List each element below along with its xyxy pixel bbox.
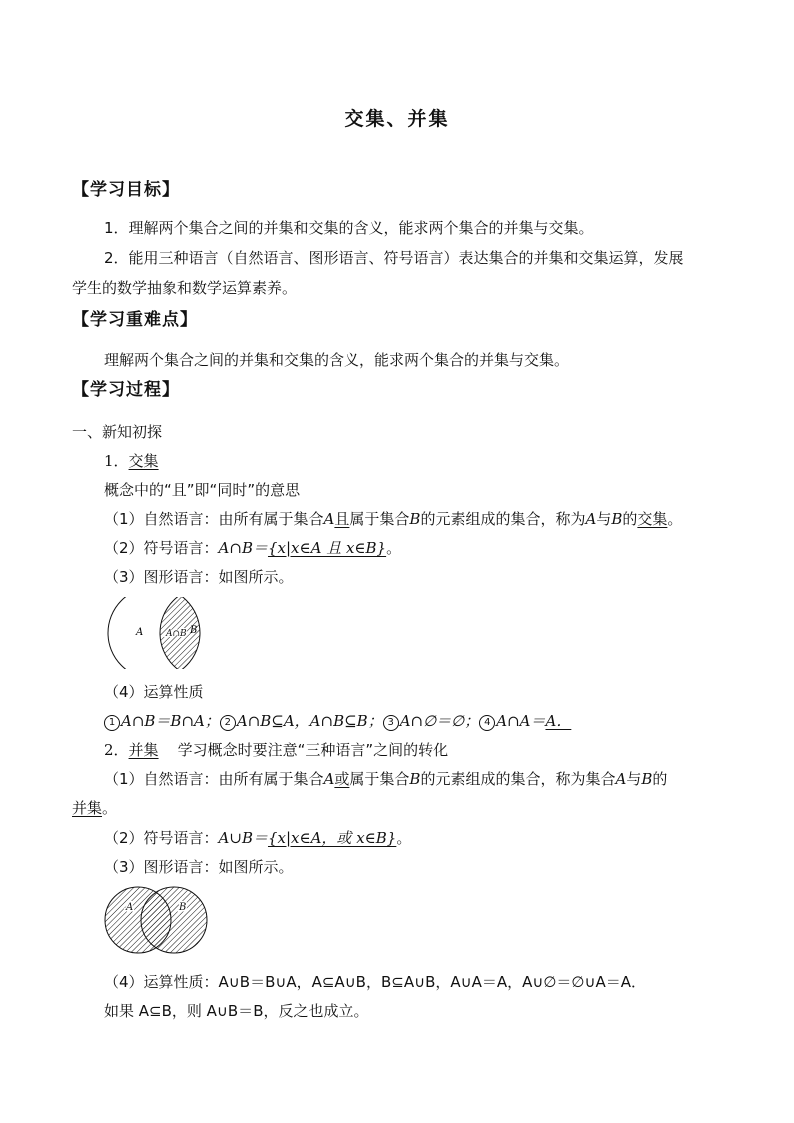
union-heading: 2．并集 学习概念时要注意“三种语言”之间的转化 [104,741,449,759]
union-label-a: A [126,902,134,913]
union-natural-language-line2: 并集。 [72,799,118,817]
union-set-builder: {x|x∈A，或 x∈B} [267,829,397,847]
union-natural-language-line1: （1）自然语言：由所有属于集合A或属于集合B的元素组成的集合，称为集合A与B的 [104,770,668,788]
intersection-set-builder: {x|x∈A 且 x∈B} [267,539,387,557]
intersection-properties-title: （4）运算性质 [104,683,204,701]
goal-item-1: 1．理解两个集合之间的并集和交集的含义，能求两个集合的并集与交集。 [104,219,594,237]
venn-label-b: B [190,625,198,636]
intersection-term: 交集 [637,510,668,528]
answer-blank: A． [545,712,572,730]
union-term: 并集 [72,799,103,817]
union-graph-language: （3）图形语言：如图所示。 [104,858,294,876]
goals-heading: 【学习目标】 [72,180,180,200]
intersection-note: 概念中的“且”即“同时”的意思 [104,481,301,499]
union-title: 并集 [128,741,159,759]
union-venn-diagram [102,885,210,955]
intersection-graph-language: （3）图形语言：如图所示。 [104,568,294,586]
union-conclusion: 如果 A⊆B，则 A∪B＝B，反之也成立。 [104,1002,369,1020]
union-label-b: B [179,902,187,913]
intersection-number: 1． [104,452,129,470]
intersection-properties: 1 A∩B＝B∩A； 2 A∩B⊆A，A∩B⊆B； 3 A∩∅＝∅； 4 A∩A＝A． [104,711,571,731]
page-title: 交集、并集 [344,108,450,130]
intersection-heading [104,451,159,471]
goal-item-2-line1: 2．能用三种语言（自然语言、图形语言、符号语言）表达集合的并集和交集运算，发展 [104,249,684,267]
venn-label-intersection: A∩B [166,629,187,639]
process-heading: 【学习过程】 [72,380,180,400]
goal-item-2-line2: 学生的数学抽象和数学运算素养。 [72,279,298,297]
union-note: 学习概念时要注意“三种语言”之间的转化 [177,741,449,759]
intersection-title: 交集 [128,452,159,470]
and-word: 且 [334,510,350,528]
venn-label-a: A [136,627,144,638]
part1-heading: 一、新知初探 [72,423,163,441]
union-symbol-language: （2）符号语言：A∪B＝{x|x∈A，或 x∈B}。 [104,829,412,847]
key-points-text: 理解两个集合之间的并集和交集的含义，能求两个集合的并集与交集。 [104,351,570,369]
key-points-heading: 【学习重难点】 [72,310,198,330]
intersection-natural-language: （1）自然语言：由所有属于集合A且属于集合B的元素组成的集合，称为A与B的交集。 [104,510,683,528]
intersection-venn-diagram [102,597,220,669]
union-properties: （4）运算性质：A∪B＝B∪A，A⊆A∪B，B⊆A∪B，A∪A＝A，A∪∅＝∅∪A＝A． [104,973,646,991]
or-word: 或 [334,770,350,788]
intersection-symbol-language: （2）符号语言：A∩B＝{x|x∈A 且 x∈B}。 [104,539,402,557]
